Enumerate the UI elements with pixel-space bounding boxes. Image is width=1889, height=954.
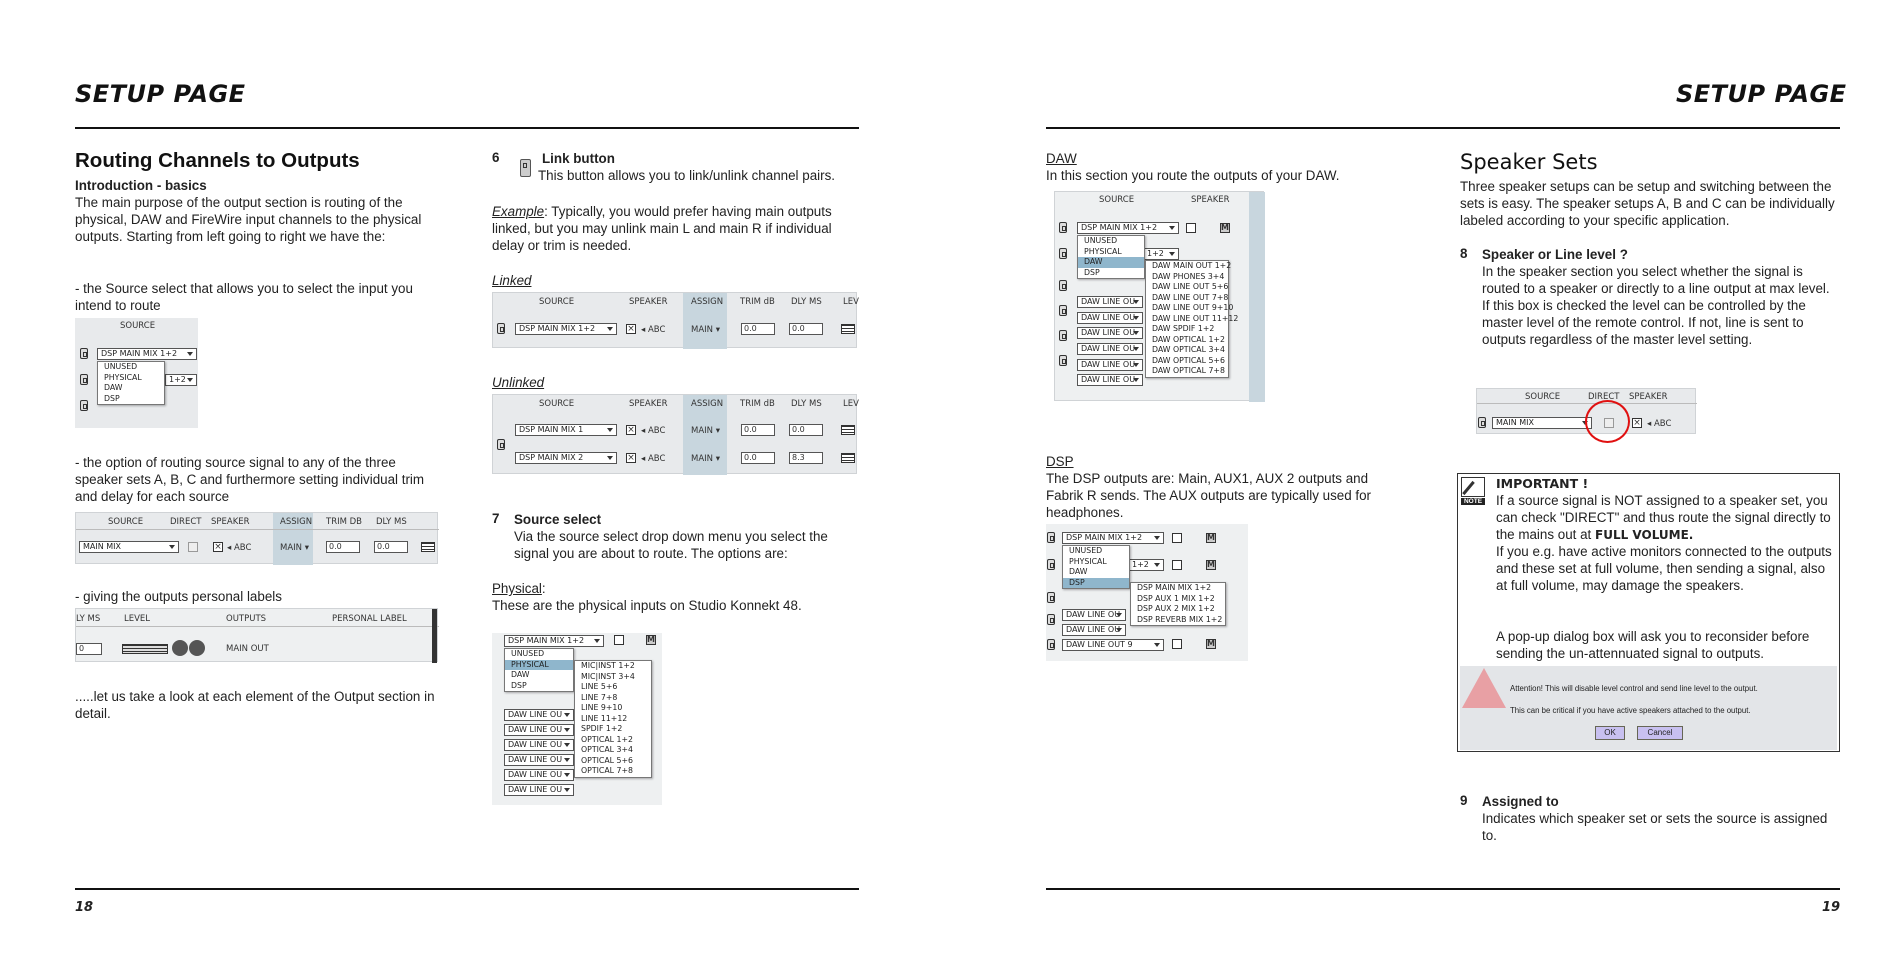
dialog-cancel-button[interactable]: Cancel bbox=[1637, 726, 1683, 740]
source-menu-screenshot bbox=[75, 318, 198, 428]
source-dropdown[interactable]: DAW LINE OU bbox=[1077, 359, 1143, 371]
source-dropdown[interactable]: DAW LINE OU bbox=[504, 754, 574, 766]
speaker-sets-label: ◂ ABC bbox=[641, 454, 666, 464]
source-column-label: SOURCE bbox=[539, 297, 575, 307]
menu-item-physical[interactable]: PHYSICAL bbox=[505, 660, 573, 671]
source-dropdown[interactable]: DSP MAIN MIX 1+2 bbox=[515, 323, 617, 335]
link-icon[interactable] bbox=[497, 323, 505, 334]
speaker-sets-label: ◂ ABC bbox=[641, 325, 666, 335]
source-dropdown[interactable]: 1+2 bbox=[1143, 248, 1179, 260]
outputs-column-label: OUTPUTS bbox=[226, 614, 267, 624]
delay-field[interactable]: 0 bbox=[76, 643, 102, 655]
physical-option[interactable]: MIC|INST 1+2 bbox=[581, 661, 635, 670]
item-8-text: In the speaker section you select whether the signal is routed to a speaker or directly to a line output at max level. If this box is checked the level can be controlled by the master level of the remote control. If not, line is sent to outputs regardless of the master level setting. bbox=[1482, 264, 1830, 347]
daw-option[interactable]: DAW OPTICAL 1+2 bbox=[1152, 334, 1225, 344]
direct-column-label: DIRECT bbox=[1588, 392, 1620, 402]
speaker-checkbox[interactable] bbox=[1186, 223, 1196, 233]
physical-heading: Physical: bbox=[492, 581, 546, 596]
item-6-title: Link button bbox=[542, 151, 615, 166]
speaker-checkbox[interactable]: × bbox=[1633, 418, 1641, 428]
assign-column-label: ASSIGN bbox=[280, 517, 313, 527]
item-9-number: 9 bbox=[1460, 793, 1468, 808]
speaker-sets-text: Three speaker setups can be setup and switching between the sets is easy. The speaker setups A, B and C can be individually labeled according to your specific application. bbox=[1460, 179, 1835, 228]
important-p3: A pop-up dialog box will ask you to reconsider before sending the un-attennuated signal to outputs. bbox=[1496, 629, 1810, 661]
level-column-label: LEVEL bbox=[124, 614, 151, 624]
trim-field[interactable]: 0.0 bbox=[326, 541, 360, 553]
daw-option[interactable]: DAW PHONES 3+4 bbox=[1152, 271, 1225, 281]
link-icon bbox=[1059, 305, 1067, 316]
menu-item-dsp[interactable]: DSP bbox=[1063, 578, 1129, 589]
link-icon bbox=[1047, 532, 1055, 543]
source-dropdown[interactable]: DSP MAIN MIX 1+2 bbox=[1062, 532, 1164, 544]
delay-field[interactable]: 0.0 bbox=[789, 424, 823, 436]
source-dropdown[interactable]: DAW LINE OUT 9 bbox=[1062, 639, 1164, 651]
assign-dropdown[interactable]: MAIN ▾ bbox=[691, 325, 720, 335]
physical-menu-screenshot bbox=[492, 633, 662, 805]
source-dropdown[interactable]: DSP MAIN MIX 1+2 bbox=[504, 635, 604, 647]
level-meter bbox=[841, 425, 855, 435]
source-dropdown[interactable]: DAW LINE OU bbox=[1077, 312, 1143, 324]
link-icon bbox=[1059, 355, 1067, 366]
speaker-checkbox[interactable]: × bbox=[627, 425, 635, 435]
unlinked-screenshot bbox=[492, 394, 857, 474]
source-dropdown-menu bbox=[97, 361, 165, 405]
link-icon bbox=[1059, 280, 1067, 291]
link-icon bbox=[80, 348, 88, 359]
attention-dialog bbox=[1460, 666, 1837, 750]
bullet-speaker-sets: - the option of routing source signal to any of the three speaker sets A, B, C and furthermore setting individual trim and delay for each source bbox=[75, 455, 425, 504]
right-page-header: SETUP PAGE bbox=[1676, 80, 1847, 108]
physical-submenu bbox=[574, 660, 652, 778]
physical-label: Physical bbox=[492, 581, 542, 596]
daw-text: In this section you route the outputs of your DAW. bbox=[1046, 168, 1340, 183]
menu-item-physical[interactable]: PHYSICAL bbox=[1084, 246, 1122, 256]
highlight-circle bbox=[1585, 400, 1630, 443]
source-dropdown-menu bbox=[1062, 545, 1130, 589]
item-6-number: 6 bbox=[492, 150, 500, 165]
dsp-option[interactable]: DSP REVERB MIX 1+2 bbox=[1137, 614, 1223, 624]
bullet-labels: - giving the outputs personal labels bbox=[75, 589, 282, 604]
source-dropdown[interactable]: DAW LINE OU bbox=[1077, 374, 1143, 386]
source-dropdown-menu bbox=[1077, 235, 1145, 279]
source-dropdown[interactable]: DSP MAIN MIX 1 bbox=[515, 424, 617, 436]
menu-item-unused[interactable]: UNUSED bbox=[104, 362, 138, 371]
source-dropdown[interactable]: MAIN MIX bbox=[79, 541, 179, 553]
delay-column-label: DLY MS bbox=[376, 517, 407, 527]
delay-column-label: DLY MS bbox=[791, 399, 822, 409]
main-assign-icon: M bbox=[1207, 639, 1215, 648]
labels-screenshot bbox=[75, 608, 438, 662]
dsp-menu-screenshot bbox=[1046, 524, 1248, 661]
item-7-text: Via the source select drop down menu you select the signal you are about to route. The options are: bbox=[514, 529, 828, 561]
direct-checkbox[interactable] bbox=[188, 542, 198, 552]
dsp-option[interactable]: DSP MAIN MIX 1+2 bbox=[1137, 583, 1212, 592]
daw-option[interactable]: DAW OPTICAL 3+4 bbox=[1152, 345, 1225, 354]
speaker-checkbox[interactable] bbox=[1172, 639, 1182, 649]
daw-option[interactable]: DAW MAIN OUT 1+2 bbox=[1152, 261, 1232, 270]
daw-menu-screenshot bbox=[1054, 191, 1264, 401]
physical-option[interactable]: OPTICAL 3+4 bbox=[581, 745, 633, 754]
speaker-sets-label: ◂ ABC bbox=[1647, 419, 1672, 429]
source-dropdown[interactable]: DAW LINE OU bbox=[1077, 343, 1143, 355]
trim-field[interactable]: 0.0 bbox=[741, 323, 775, 335]
source-dropdown[interactable]: DSP MAIN MIX 1+2 bbox=[97, 348, 197, 360]
output-row-screenshot bbox=[75, 512, 438, 564]
daw-option[interactable]: DAW OPTICAL 5+6 bbox=[1152, 355, 1225, 365]
main-assign-icon: M bbox=[1221, 223, 1229, 232]
link-button-icon bbox=[520, 159, 531, 177]
delay-field[interactable]: 0.0 bbox=[374, 541, 408, 553]
item-6-text: This button allows you to link/unlink channel pairs. bbox=[538, 168, 835, 183]
source-column-label: SOURCE bbox=[120, 321, 156, 331]
physical-text: These are the physical inputs on Studio Konnekt 48. bbox=[492, 598, 802, 613]
source-column-label: SOURCE bbox=[1525, 392, 1561, 402]
dsp-text: The DSP outputs are: Main, AUX1, AUX 2 outputs and Fabrik R sends. The AUX outputs are typically used for headphones. bbox=[1046, 471, 1372, 520]
unlinked-label: Unlinked bbox=[492, 375, 545, 390]
section-title: Routing Channels to Outputs bbox=[75, 149, 360, 172]
physical-option[interactable]: MIC|INST 3+4 bbox=[581, 671, 635, 681]
source-dropdown[interactable]: DSP MAIN MIX 1+2 bbox=[1077, 222, 1179, 234]
item-8-number: 8 bbox=[1460, 246, 1468, 261]
warning-icon bbox=[1462, 668, 1506, 708]
daw-option[interactable]: DAW LINE OUT 11+12 bbox=[1152, 313, 1239, 323]
header-rule-left bbox=[75, 127, 859, 129]
source-column-label: SOURCE bbox=[108, 517, 144, 527]
physical-option[interactable]: OPTICAL 1+2 bbox=[581, 734, 633, 744]
main-assign-icon: M bbox=[1207, 533, 1215, 542]
source-dropdown[interactable]: DAW LINE OU bbox=[1077, 296, 1143, 308]
footer-rule-right bbox=[1046, 888, 1840, 890]
source-dropdown[interactable]: DAW LINE OU bbox=[1062, 624, 1126, 636]
menu-item-daw[interactable]: DAW bbox=[1069, 567, 1088, 576]
dialog-line-2: This can be critical if you have active speakers attached to the output. bbox=[1510, 706, 1751, 715]
physical-option[interactable]: OPTICAL 7+8 bbox=[581, 766, 633, 775]
physical-option[interactable]: LINE 9+10 bbox=[581, 703, 623, 712]
dialog-ok-button[interactable]: OK bbox=[1595, 726, 1625, 740]
delay-column-label: DLY MS bbox=[791, 297, 822, 307]
daw-option[interactable]: DAW LINE OUT 7+8 bbox=[1152, 292, 1229, 302]
assign-column-label: ASSIGN bbox=[691, 399, 724, 409]
delay-field[interactable]: 8.3 bbox=[789, 452, 823, 464]
direct-column-label: DIRECT bbox=[170, 517, 202, 527]
menu-item-daw[interactable]: DAW bbox=[1078, 257, 1144, 268]
menu-item-dsp[interactable]: DSP bbox=[1084, 267, 1100, 277]
main-assign-icon: M bbox=[1207, 560, 1215, 569]
menu-item-unused[interactable]: UNUSED bbox=[1069, 546, 1103, 555]
assign-column bbox=[1249, 192, 1265, 402]
daw-option[interactable]: DAW OPTICAL 7+8 bbox=[1152, 366, 1225, 375]
main-assign-icon: M bbox=[647, 635, 655, 644]
intro-paragraph: The main purpose of the output section is routing of the physical, DAW and FireWire input channels to the physical outputs. Starting from left going to right we have the: bbox=[75, 195, 422, 244]
source-dropdown[interactable]: DAW LINE OU bbox=[504, 709, 574, 721]
link-icon[interactable] bbox=[497, 439, 505, 450]
output-name: MAIN OUT bbox=[226, 644, 269, 654]
speaker-column-label: SPEAKER bbox=[1629, 392, 1668, 402]
header-rule-right bbox=[1046, 127, 1840, 129]
assign-dropdown[interactable]: MAIN ▾ bbox=[691, 454, 720, 464]
speaker-sets-label: ◂ ABC bbox=[227, 543, 252, 553]
speaker-column-label: SPEAKER bbox=[211, 517, 250, 527]
important-p2: If you e.g. have active monitors connected to the outputs and these set at full volume, then sending a signal, also at full volume, may damage the speakers. bbox=[1496, 544, 1832, 593]
trim-field[interactable]: 0.0 bbox=[741, 452, 775, 464]
closing-paragraph: .....let us take a look at each element of the Output section in detail. bbox=[75, 689, 435, 721]
speaker-checkbox[interactable]: × bbox=[627, 453, 635, 463]
menu-item-daw[interactable]: DAW bbox=[104, 383, 123, 392]
delay-column-label: LY MS bbox=[76, 614, 101, 624]
trim-field[interactable]: 0.0 bbox=[741, 424, 775, 436]
speaker-checkbox[interactable]: × bbox=[214, 542, 222, 552]
section-subtitle: Introduction - basics bbox=[75, 178, 207, 193]
daw-option[interactable]: DAW LINE OUT 5+6 bbox=[1152, 282, 1229, 291]
trim-column-label: TRIM dB bbox=[740, 297, 775, 307]
dialog-line-1: Attention! This will disable level control and send line level to the output. bbox=[1510, 684, 1758, 693]
menu-item-dsp[interactable]: DSP bbox=[104, 393, 120, 403]
source-dropdown[interactable]: DAW LINE OU bbox=[504, 784, 574, 796]
assign-dropdown[interactable]: MAIN ▾ bbox=[280, 543, 309, 553]
speaker-checkbox[interactable] bbox=[1172, 560, 1182, 570]
dsp-option[interactable]: DSP AUX 1 MIX 1+2 bbox=[1137, 593, 1215, 603]
source-dropdown-menu bbox=[504, 648, 574, 692]
source-dropdown[interactable]: DAW LINE OU bbox=[1062, 609, 1126, 621]
link-icon bbox=[1047, 592, 1055, 603]
speaker-checkbox[interactable] bbox=[614, 635, 624, 645]
menu-item-physical[interactable]: PHYSICAL bbox=[1069, 556, 1107, 566]
speaker-column-label: SPEAKER bbox=[1191, 195, 1230, 205]
dsp-submenu bbox=[1130, 582, 1226, 626]
level-column-label: LEV bbox=[843, 399, 859, 409]
source-column-label: SOURCE bbox=[539, 399, 575, 409]
menu-item-dsp[interactable]: DSP bbox=[511, 680, 527, 690]
link-icon bbox=[1047, 614, 1055, 625]
source-dropdown[interactable]: MAIN MIX bbox=[1492, 417, 1592, 429]
link-icon bbox=[1047, 559, 1055, 570]
speaker-column-label: SPEAKER bbox=[629, 399, 668, 409]
level-meter bbox=[421, 542, 435, 552]
speaker-sets-label: ◂ ABC bbox=[641, 426, 666, 436]
source-dropdown[interactable]: 1+2 bbox=[165, 374, 197, 386]
trim-column-label: TRIM dB bbox=[740, 399, 775, 409]
level-meter bbox=[841, 453, 855, 463]
bullet-source-select: - the Source select that allows you to select the input you intend to route bbox=[75, 281, 413, 313]
xlr-connector-icon bbox=[189, 640, 205, 656]
menu-item-physical[interactable]: PHYSICAL bbox=[104, 372, 142, 382]
note-label: NOTE bbox=[1461, 498, 1485, 505]
physical-option[interactable]: OPTICAL 5+6 bbox=[581, 755, 633, 765]
assign-dropdown[interactable]: MAIN ▾ bbox=[691, 426, 720, 436]
link-icon bbox=[1059, 330, 1067, 341]
linked-screenshot bbox=[492, 292, 857, 348]
example-text: : Typically, you would prefer having main outputs linked, but you may unlink main L and main R if individual delay or trim is needed. bbox=[492, 204, 832, 253]
menu-item-unused[interactable]: UNUSED bbox=[511, 649, 545, 658]
level-meter bbox=[841, 324, 855, 334]
link-icon bbox=[1059, 248, 1067, 259]
source-dropdown[interactable]: 1+2 bbox=[1128, 559, 1164, 571]
source-dropdown[interactable]: DAW LINE OU bbox=[504, 739, 574, 751]
delay-field[interactable]: 0.0 bbox=[789, 323, 823, 335]
page-number-right: 19 bbox=[1822, 900, 1841, 915]
speaker-checkbox[interactable] bbox=[1172, 533, 1182, 543]
link-icon bbox=[80, 374, 88, 385]
link-icon bbox=[1478, 417, 1486, 428]
physical-option[interactable]: SPDIF 1+2 bbox=[581, 724, 623, 733]
important-title: IMPORTANT ! bbox=[1496, 476, 1589, 491]
source-dropdown[interactable]: DAW LINE OU bbox=[504, 724, 574, 736]
speaker-checkbox[interactable]: × bbox=[627, 324, 635, 334]
daw-option[interactable]: DAW LINE OUT 9+10 bbox=[1152, 303, 1234, 312]
item-7-number: 7 bbox=[492, 511, 500, 526]
physical-option[interactable]: LINE 11+12 bbox=[581, 713, 628, 723]
physical-option[interactable]: LINE 5+6 bbox=[581, 682, 618, 691]
item-9-text: Indicates which speaker set or sets the source is assigned to. bbox=[1482, 811, 1828, 843]
daw-label: DAW bbox=[1046, 151, 1077, 166]
personal-label-column: PERSONAL LABEL bbox=[332, 614, 407, 624]
item-9-title: Assigned to bbox=[1482, 794, 1559, 809]
link-icon bbox=[80, 400, 88, 411]
footer-rule-left bbox=[75, 888, 859, 890]
source-column-label: SOURCE bbox=[1099, 195, 1135, 205]
menu-item-unused[interactable]: UNUSED bbox=[1084, 236, 1118, 245]
trim-column-label: TRIM DB bbox=[326, 517, 363, 527]
daw-option[interactable]: DAW SPDIF 1+2 bbox=[1152, 324, 1215, 333]
important-note-box bbox=[1457, 473, 1840, 752]
link-icon bbox=[1059, 222, 1067, 233]
page-number-left: 18 bbox=[75, 900, 94, 915]
level-fader[interactable] bbox=[122, 644, 168, 654]
speaker-column-label: SPEAKER bbox=[629, 297, 668, 307]
speaker-sets-title: Speaker Sets bbox=[1460, 150, 1598, 174]
example-label: Example bbox=[492, 204, 545, 219]
linked-label: Linked bbox=[492, 273, 532, 288]
note-icon bbox=[1461, 477, 1487, 509]
xlr-connector-icon bbox=[172, 640, 188, 656]
level-column-label: LEV bbox=[843, 297, 859, 307]
dsp-option[interactable]: DSP AUX 2 MIX 1+2 bbox=[1137, 604, 1215, 613]
important-p1: If a source signal is NOT assigned to a speaker set, you can check "DIRECT" and thus route the signal directly to the mains out at FULL VOLUME. bbox=[1496, 493, 1831, 542]
left-page-header: SETUP PAGE bbox=[75, 80, 246, 108]
source-dropdown[interactable]: DAW LINE OU bbox=[504, 769, 574, 781]
item-8-title: Speaker or Line level ? bbox=[1482, 247, 1628, 262]
item-7-title: Source select bbox=[514, 512, 602, 527]
physical-option[interactable]: LINE 7+8 bbox=[581, 692, 618, 702]
link-icon bbox=[1047, 639, 1055, 650]
dsp-label: DSP bbox=[1046, 454, 1074, 469]
source-dropdown[interactable]: DAW LINE OU bbox=[1077, 327, 1143, 339]
daw-submenu bbox=[1145, 260, 1239, 378]
source-dropdown[interactable]: DSP MAIN MIX 2 bbox=[515, 452, 617, 464]
menu-item-daw[interactable]: DAW bbox=[511, 670, 530, 679]
example-paragraph bbox=[492, 203, 864, 254]
assign-column-label: ASSIGN bbox=[691, 297, 724, 307]
